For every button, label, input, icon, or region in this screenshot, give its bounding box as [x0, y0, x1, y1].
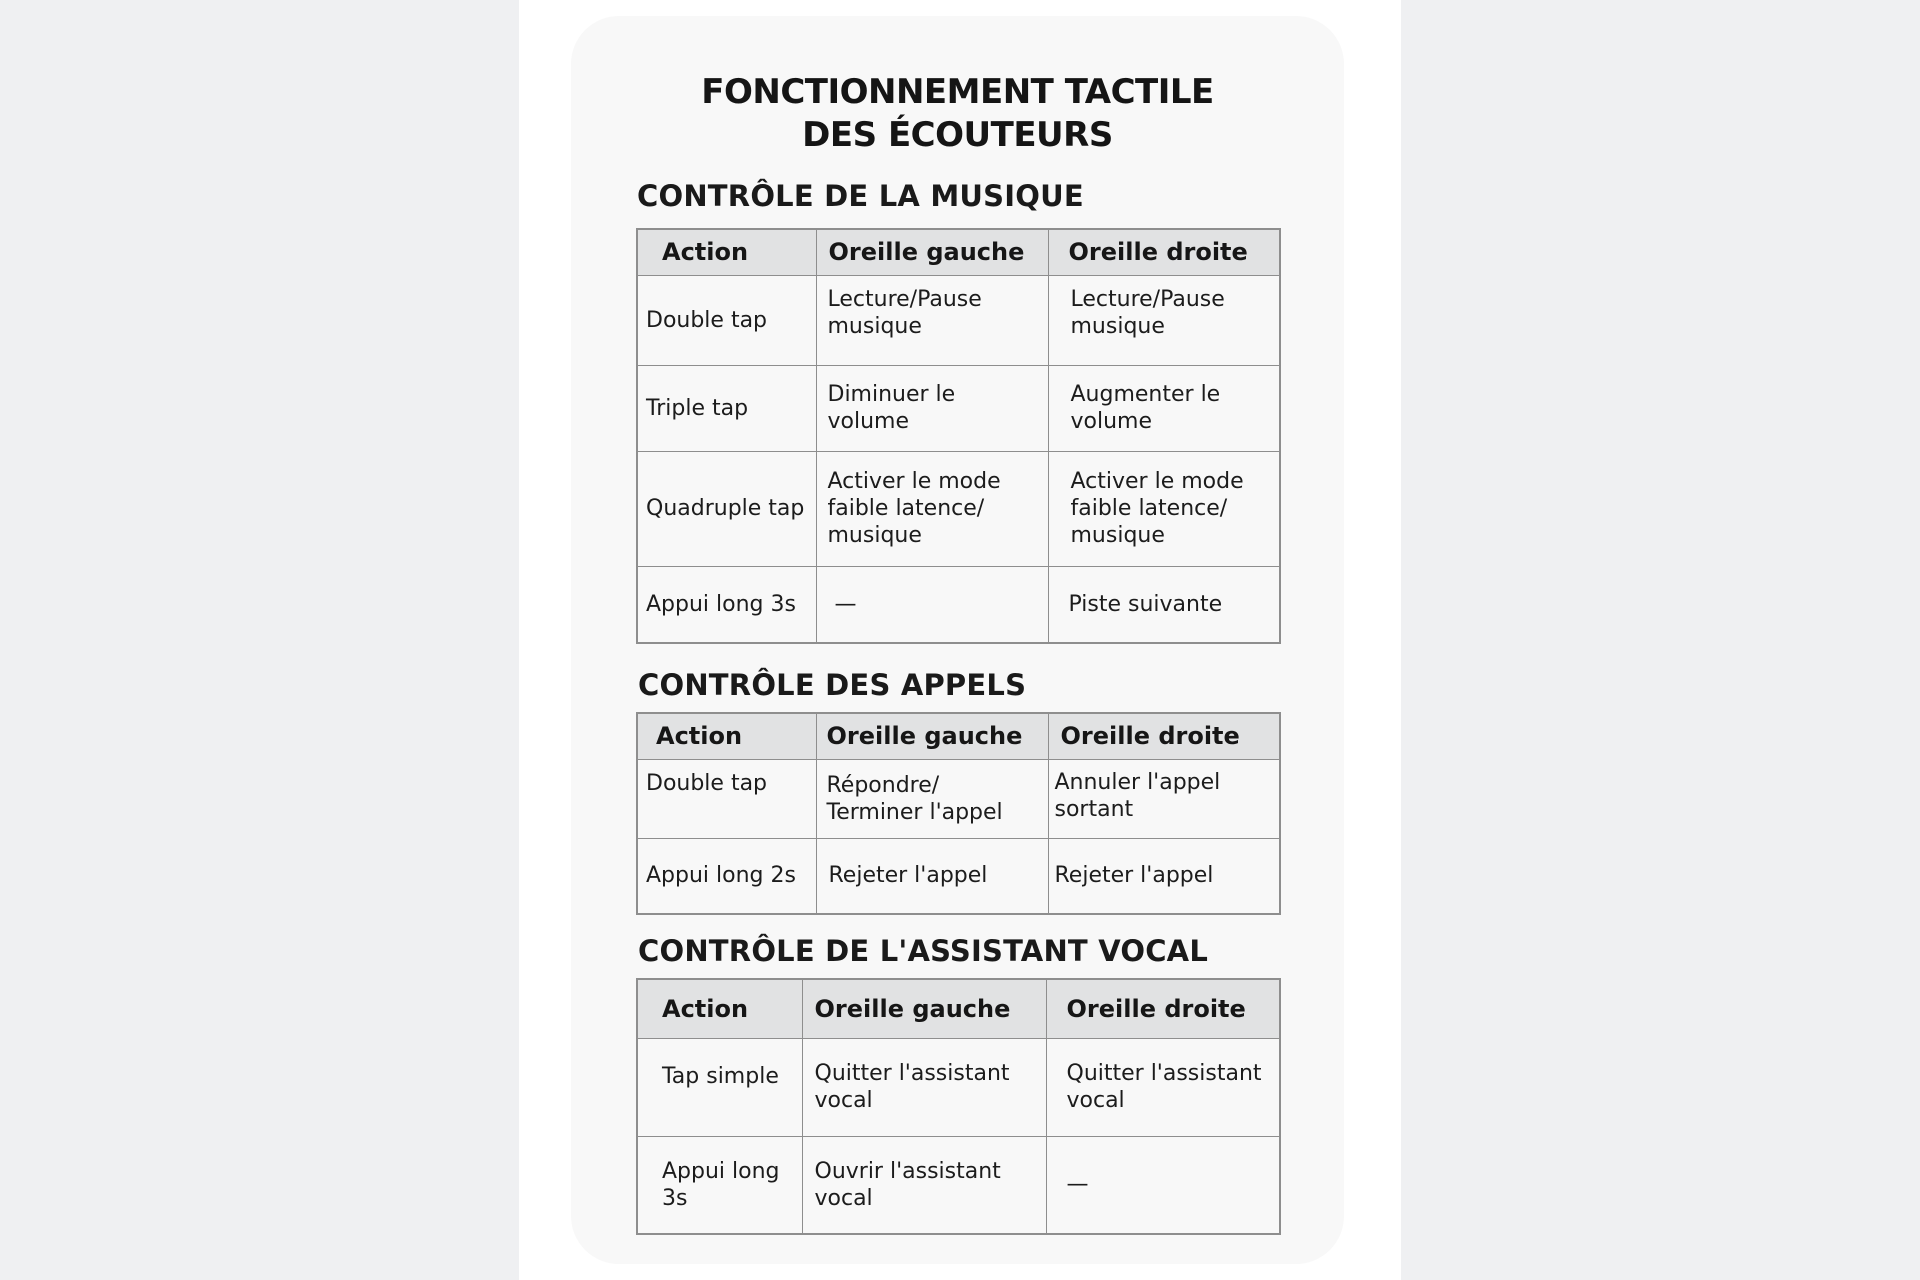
right-ear-cell: Rejeter l'appel	[1048, 838, 1280, 914]
column-header-action: Action	[637, 979, 802, 1038]
table-row	[637, 451, 1280, 566]
table-row	[637, 1136, 1280, 1234]
left-ear-cell: Quitter l'assistant vocal	[802, 1038, 1046, 1136]
table-row	[637, 1038, 1280, 1136]
action-cell: Quadruple tap	[637, 451, 816, 566]
table-row	[637, 838, 1280, 914]
table-header-row	[637, 979, 1280, 1038]
right-ear-cell: Lecture/Pause musique	[1048, 275, 1280, 365]
calls-section-title: CONTRÔLE DES APPELS	[638, 668, 1027, 702]
music-section-title: CONTRÔLE DE LA MUSIQUE	[637, 179, 1084, 213]
right-ear-cell: Piste suivante	[1048, 566, 1280, 643]
action-cell: Appui long 3s	[637, 1136, 802, 1234]
right-ear-cell: Activer le mode faible latence/ musique	[1048, 451, 1280, 566]
right-ear-cell: Quitter l'assistant vocal	[1046, 1038, 1280, 1136]
column-header-right-ear: Oreille droite	[1048, 229, 1280, 275]
action-cell: Triple tap	[637, 365, 816, 451]
column-header-left-ear: Oreille gauche	[816, 229, 1048, 275]
left-ear-cell: Rejeter l'appel	[816, 838, 1048, 914]
right-ear-cell: Augmenter le volume	[1048, 365, 1280, 451]
table-header-row	[637, 713, 1280, 759]
column-header-right-ear: Oreille droite	[1048, 713, 1280, 759]
assistant-table	[636, 978, 1281, 1235]
page	[519, 0, 1401, 1280]
table-row	[637, 275, 1280, 365]
left-ear-cell: Diminuer le volume	[816, 365, 1048, 451]
right-ear-cell: Annuler l'appel sortant	[1048, 759, 1280, 838]
instruction-card	[571, 16, 1344, 1264]
left-ear-cell: —	[816, 566, 1048, 643]
action-cell: Double tap	[637, 759, 816, 838]
assistant-section-title: CONTRÔLE DE L'ASSISTANT VOCAL	[638, 934, 1208, 968]
left-ear-cell: Répondre/ Terminer l'appel	[816, 759, 1048, 838]
left-ear-cell: Ouvrir l'assistant vocal	[802, 1136, 1046, 1234]
calls-table	[636, 712, 1281, 915]
table-row	[637, 759, 1280, 838]
right-ear-cell: —	[1046, 1136, 1280, 1234]
left-ear-cell: Lecture/Pause musique	[816, 275, 1048, 365]
column-header-left-ear: Oreille gauche	[816, 713, 1048, 759]
music-table	[636, 228, 1281, 644]
page-title-line-1: FONCTIONNEMENT TACTILE	[701, 72, 1214, 112]
page-title	[571, 71, 1344, 157]
column-header-left-ear: Oreille gauche	[802, 979, 1046, 1038]
table-row	[637, 566, 1280, 643]
left-ear-cell: Activer le mode faible latence/ musique	[816, 451, 1048, 566]
action-cell: Tap simple	[637, 1038, 802, 1136]
action-cell: Appui long 2s	[637, 838, 816, 914]
action-cell: Double tap	[637, 275, 816, 365]
page-title-line-2: DES ÉCOUTEURS	[802, 115, 1113, 155]
table-row	[637, 365, 1280, 451]
column-header-right-ear: Oreille droite	[1046, 979, 1280, 1038]
action-cell: Appui long 3s	[637, 566, 816, 643]
table-header-row	[637, 229, 1280, 275]
column-header-action: Action	[637, 229, 816, 275]
column-header-action: Action	[637, 713, 816, 759]
